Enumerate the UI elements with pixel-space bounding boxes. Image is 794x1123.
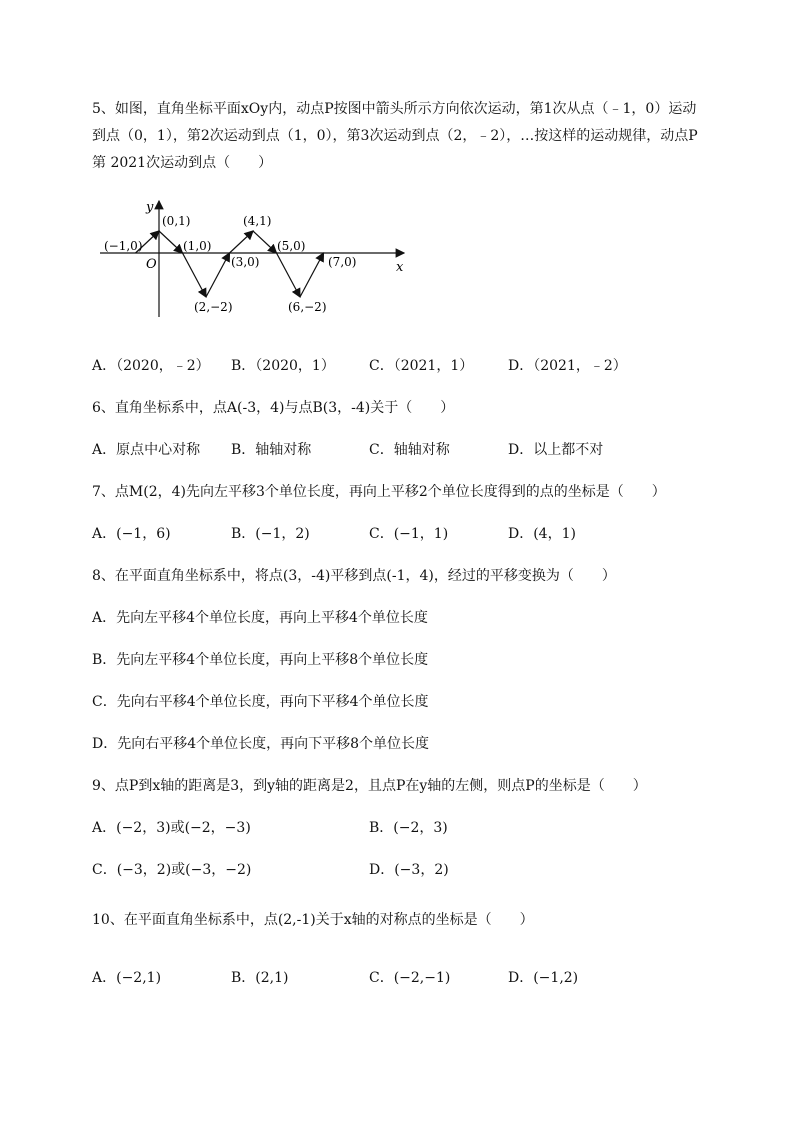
q7-option-c[interactable]: C．(−1，1) xyxy=(369,526,449,542)
q7-stem: 7、点M(2，4)先向左平移3个单位长度，再向上平移2个单位长度得到的点的坐标是（ ） xyxy=(92,484,666,500)
point-label-4-1: (4,1) xyxy=(243,214,272,228)
motion-segment xyxy=(300,253,324,297)
axis-x-label: x xyxy=(396,260,404,275)
point-label-7-0: (7,0) xyxy=(328,255,357,269)
axis-y-label: y xyxy=(146,200,154,215)
motion-segment xyxy=(206,253,230,297)
q10-stem: 10、在平面直角坐标系中，点(2,-1)关于x轴的对称点的坐标是（ ） xyxy=(92,912,534,928)
q6-option-a[interactable]: A．原点中心对称 xyxy=(92,442,201,458)
point-label-1-0: (1,0) xyxy=(183,239,212,253)
q10-option-a[interactable]: A．(−2,1) xyxy=(92,970,162,986)
q7-option-a[interactable]: A．(−1，6) xyxy=(92,526,171,542)
q7-option-d[interactable]: D．(4，1) xyxy=(508,526,576,542)
q10-option-c[interactable]: C．(−2,−1) xyxy=(369,970,451,986)
q5-option-a[interactable]: A．（2020，﹣2） xyxy=(92,358,210,374)
q10-option-d[interactable]: D．(−1,2) xyxy=(508,970,579,986)
point-label-5-0: (5,0) xyxy=(277,239,306,253)
q9-option-c[interactable]: C．(−3，2)或(−3，−2) xyxy=(92,862,252,878)
q5-stem-line1: 5、如图，直角坐标平面xOy内，动点P按图中箭头所示方向依次运动，第1次从点（﹣1，0）运动 xyxy=(92,101,697,117)
q5-option-d[interactable]: D．（2021，﹣2） xyxy=(508,358,627,374)
point-label-3-0: (3,0) xyxy=(231,255,260,269)
q6-stem: 6、直角坐标系中，点A(-3，4)与点B(3，-4)关于（ ） xyxy=(92,400,455,416)
point-label-6-m2: (6,−2) xyxy=(288,300,327,314)
q9-option-b[interactable]: B．(−2，3) xyxy=(369,820,448,836)
q9-stem: 9、点P到x轴的距离是3，到y轴的距离是2，且点P在y轴的左侧，则点P的坐标是（ ） xyxy=(92,778,647,794)
point-label-2-m2: (2,−2) xyxy=(194,300,233,314)
q5-stem-line2: 到点（0，1），第2次运动到点（1，0），第3次运动到点（2，﹣2），…按这样的运动规律，动点P xyxy=(92,128,698,144)
q9-option-a[interactable]: A．(−2，3)或(−2，−3) xyxy=(92,820,251,836)
q8-option-a[interactable]: A．先向左平移4个单位长度，再向上平移4个单位长度 xyxy=(92,610,428,626)
motion-segment xyxy=(230,231,254,253)
q8-option-c[interactable]: C．先向右平移4个单位长度，再向下平移4个单位长度 xyxy=(92,694,429,710)
point-label-0-1: (0,1) xyxy=(162,214,191,228)
q5-option-b[interactable]: B．（2020，1） xyxy=(231,358,335,374)
q8-option-b[interactable]: B．先向左平移4个单位长度，再向上平移8个单位长度 xyxy=(92,652,429,668)
motion-segment xyxy=(277,253,301,297)
point-label-m1-0: (−1,0) xyxy=(104,239,143,253)
motion-segment xyxy=(183,253,207,297)
q8-stem: 8、在平面直角坐标系中，将点(3，-4)平移到点(-1，4)，经过的平移变换为（ ） xyxy=(92,568,616,584)
q5-figure xyxy=(96,195,416,325)
q10-option-b[interactable]: B．(2,1) xyxy=(231,970,289,986)
q5-option-c[interactable]: C．（2021，1） xyxy=(369,358,474,374)
motion-segment xyxy=(159,231,183,253)
motion-segment xyxy=(253,231,277,253)
q6-option-c[interactable]: C．轴轴对称 xyxy=(369,442,450,458)
origin-label: O xyxy=(146,257,157,272)
q5-stem-line3: 第 2021次运动到点（ ） xyxy=(92,155,273,171)
q7-option-b[interactable]: B．(−1，2) xyxy=(231,526,310,542)
q6-option-d[interactable]: D．以上都不对 xyxy=(508,442,604,458)
q8-option-d[interactable]: D．先向右平移4个单位长度，再向下平移8个单位长度 xyxy=(92,736,430,752)
q9-option-d[interactable]: D．(−3，2) xyxy=(369,862,449,878)
q6-option-b[interactable]: B．轴轴对称 xyxy=(231,442,312,458)
